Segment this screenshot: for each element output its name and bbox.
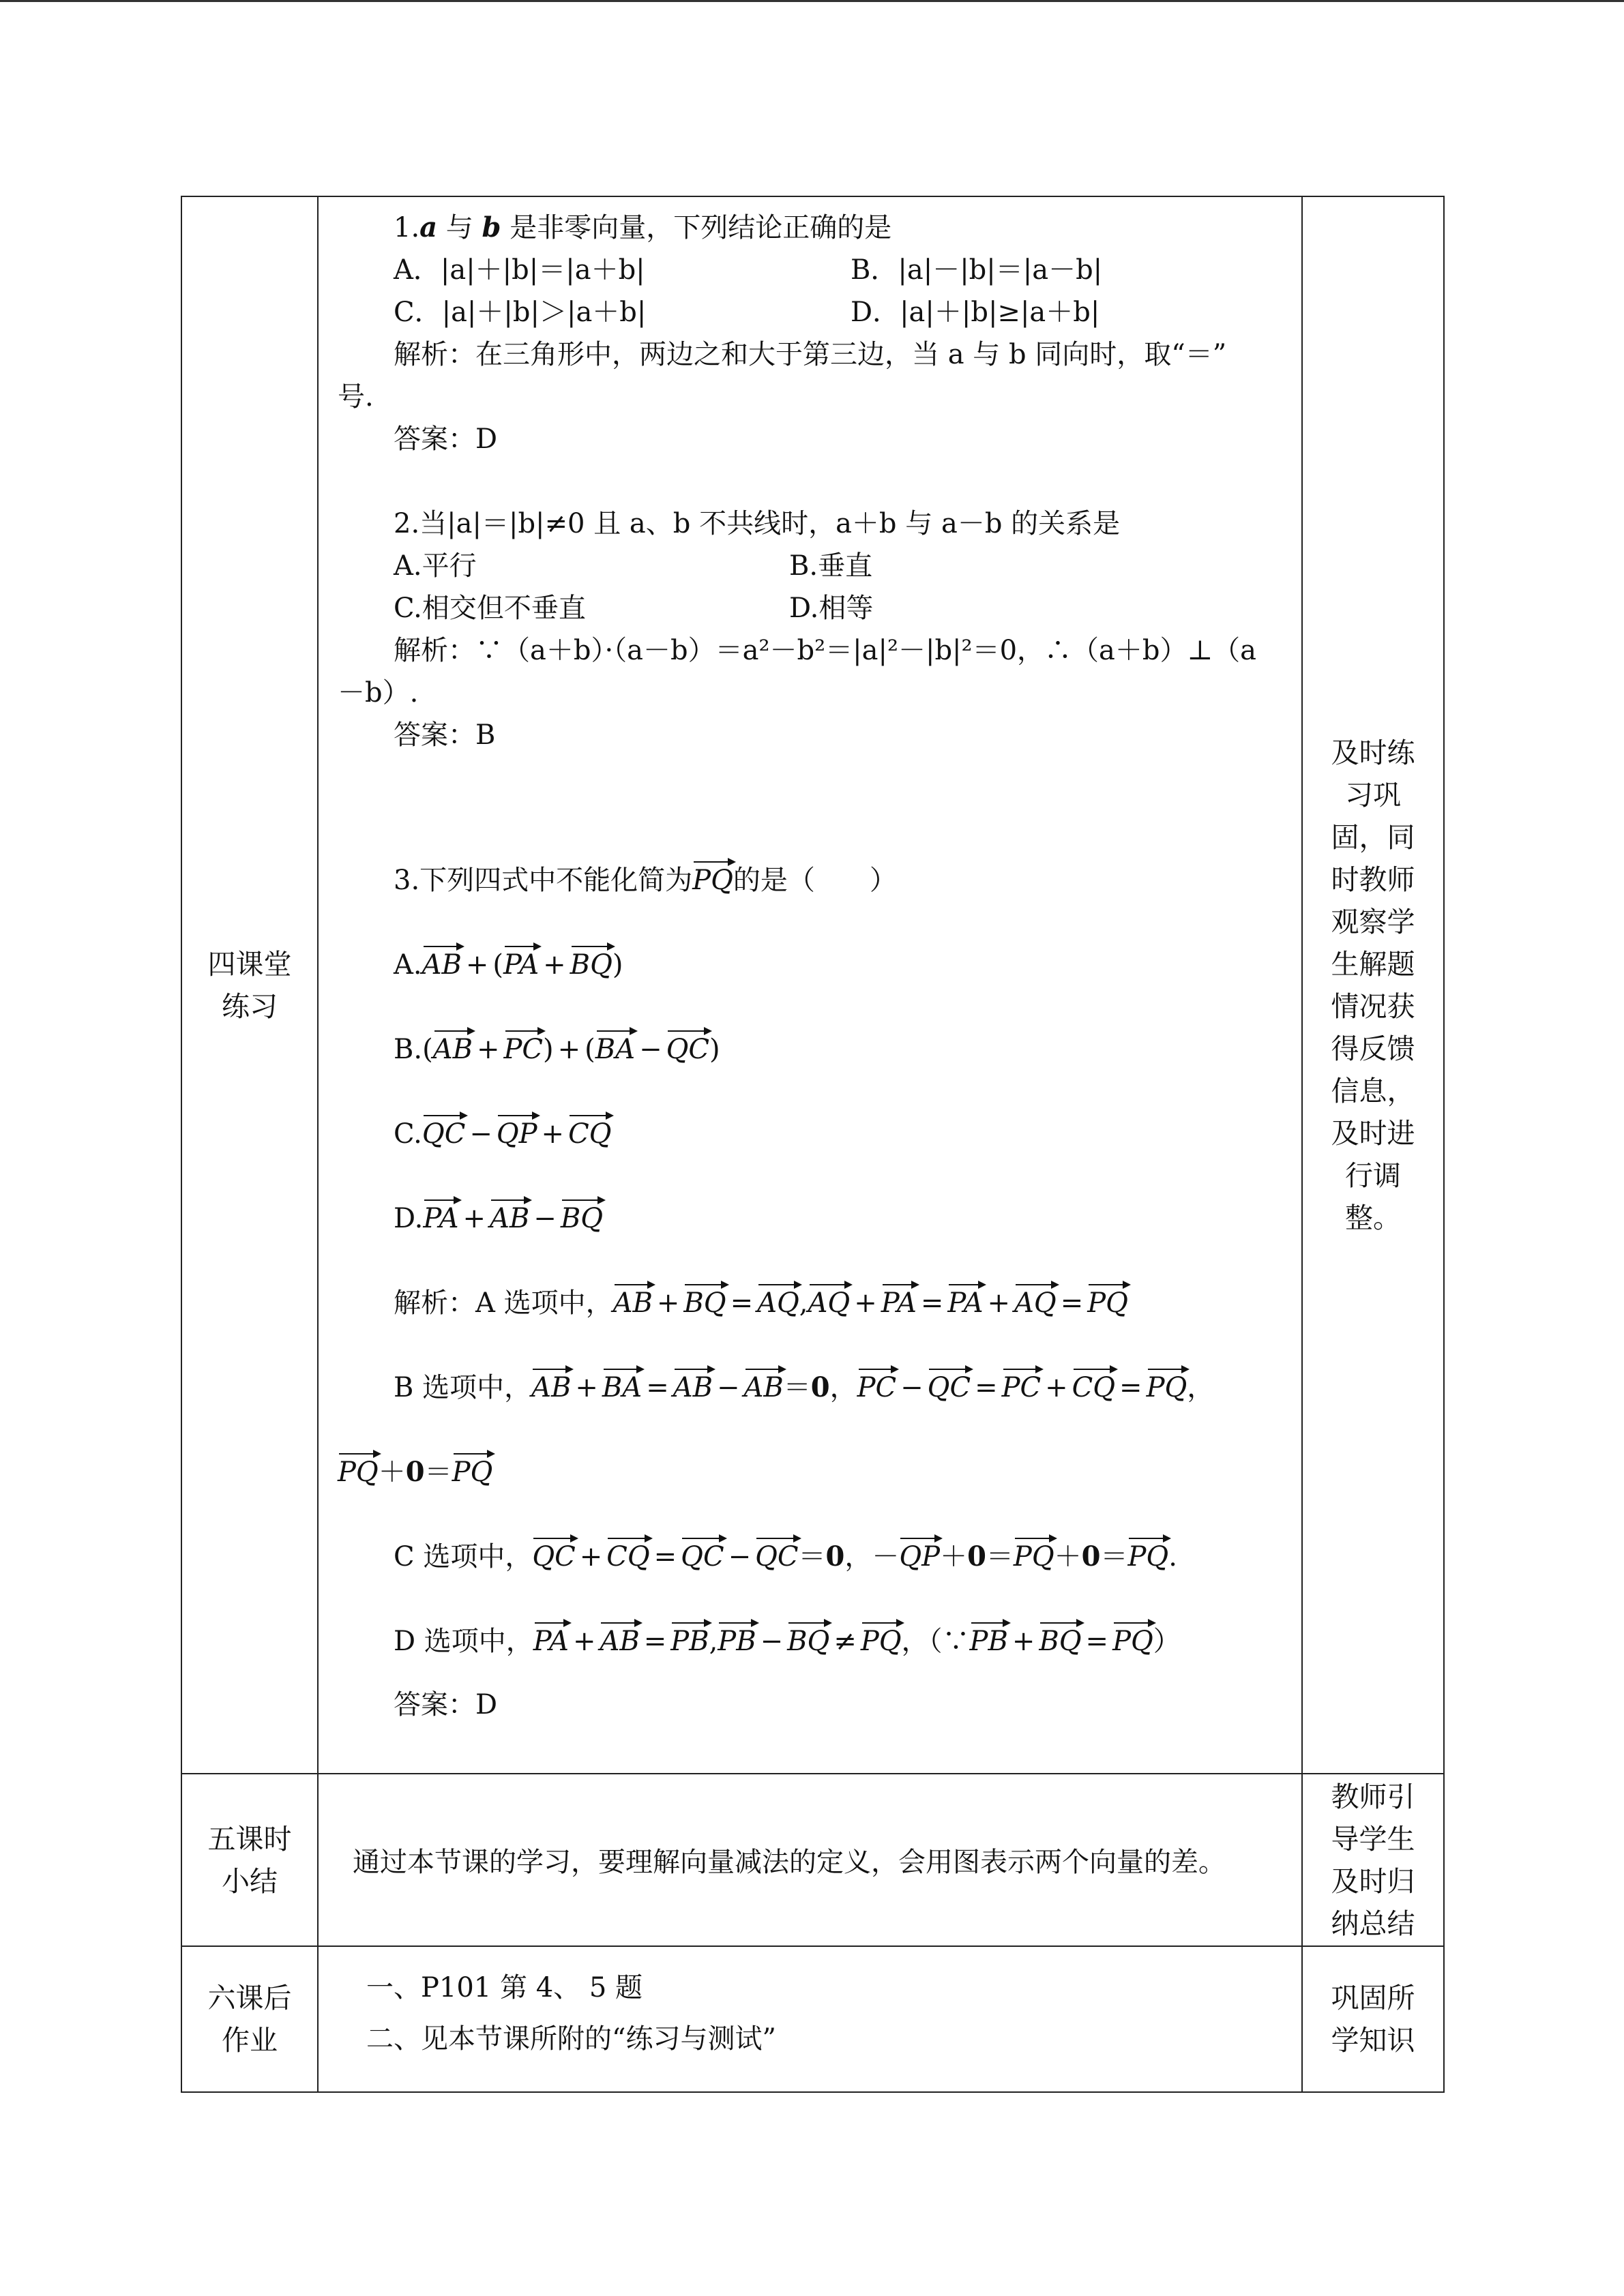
- q2-answer: 答案：B: [394, 719, 496, 751]
- summary-row: [181, 1774, 1444, 1946]
- q1-stem: 1.a 与 b 是非零向量，下列结论正确的是: [394, 211, 892, 243]
- q1-option-a: A．|a|＋|b|＝|a＋b|: [394, 254, 645, 286]
- q2-option-c: C.相交但不垂直: [394, 593, 586, 624]
- homework-content: [318, 1946, 1302, 2092]
- q3-analysis-c: C 选项中，QC + CQ = QC − QC＝0，－QP＋0＝PQ＋0＝PQ.: [338, 1515, 1280, 1599]
- q3-analysis-d: D 选项中，PA + AB = PB,PB − BQ ≠ PQ，（∵PB + BQ = PQ）: [338, 1599, 1280, 1684]
- top-border-line: [0, 0, 1624, 2]
- homework-item-2: 二、见本节课所附的“练习与测试”: [366, 2023, 776, 2055]
- lesson-plan-table: [181, 196, 1445, 2093]
- q3-analysis-b-cont: PQ＋0＝PQ: [338, 1430, 1280, 1515]
- q1-options-cd: [338, 291, 1280, 333]
- section-label-practice: 四课堂 练习: [181, 196, 318, 1774]
- q2-options-ab: [338, 545, 1280, 587]
- q3-option-d: D.PA + AB − BQ: [338, 1176, 1280, 1261]
- q2-options-cd: [338, 587, 1280, 629]
- practice-row: [181, 196, 1444, 1774]
- q2-analysis-cont: －b）.: [338, 677, 419, 709]
- summary-note: 教师引 导学生 及时归 纳总结: [1302, 1774, 1444, 1946]
- q2-option-a: A.平行: [394, 550, 477, 582]
- q2-stem: 2.当|a|＝|b|≠0 且 a、b 不共线时，a＋b 与 a－b 的关系是: [394, 508, 1121, 539]
- section-label-homework: 六课后 作业: [181, 1946, 318, 2092]
- q3-answer: 答案：D: [394, 1689, 498, 1720]
- q1-options-ab: [338, 249, 1280, 291]
- q3-option-b: B.(AB + PC) + (BA − QC): [338, 1007, 1280, 1092]
- q1-option-d: D．|a|＋|b|≥|a＋b|: [851, 297, 1100, 328]
- q2-option-d: D.相等: [789, 593, 874, 624]
- q1-analysis-cont: 号.: [338, 381, 374, 413]
- q1-option-c: C．|a|＋|b|＞|a＋b|: [394, 297, 647, 328]
- q3-option-c: C.QC − QP + CQ: [338, 1092, 1280, 1176]
- section-label-summary: 五课时 小结: [181, 1774, 318, 1946]
- homework-row: [181, 1946, 1444, 2092]
- q3-option-a: A.AB + (PA + BQ): [338, 923, 1280, 1007]
- q1-option-b: B．|a|－|b|＝|a－b|: [851, 254, 1103, 286]
- homework-note: 巩固所 学知识: [1302, 1946, 1444, 2092]
- q3-analysis-b: B 选项中，AB + BA = AB − AB＝0，PC − QC = PC + CQ = PQ，: [338, 1345, 1280, 1430]
- summary-content: 通过本节课的学习，要理解向量减法的定义，会用图表示两个向量的差。: [318, 1774, 1302, 1946]
- q2-analysis: 解析：∵（a＋b）·（a－b）＝a²－b²＝|a|²－|b|²＝0，∴（a＋b）⊥（a: [394, 635, 1256, 666]
- q1-analysis: 解析：在三角形中，两边之和大于第三边，当 a 与 b 同向时，取“＝”: [394, 339, 1227, 370]
- q3-stem: 3.下列四式中不能化简为PQ的是（ ）: [338, 838, 1280, 923]
- q3-analysis-a: 解析：A 选项中，AB + BQ = AQ,AQ + PA = PA + AQ = PQ: [338, 1261, 1280, 1345]
- homework-item-1: 一、P101 第 4、 5 题: [366, 1972, 643, 2003]
- q1-answer: 答案：D: [394, 423, 498, 455]
- practice-note: 及时练 习巩 固，同 时教师 观察学 生解题 情况获 得反馈 信息， 及时进 行调 整。: [1302, 196, 1444, 1774]
- practice-content: [318, 196, 1302, 1774]
- q2-option-b: B.垂直: [789, 550, 873, 582]
